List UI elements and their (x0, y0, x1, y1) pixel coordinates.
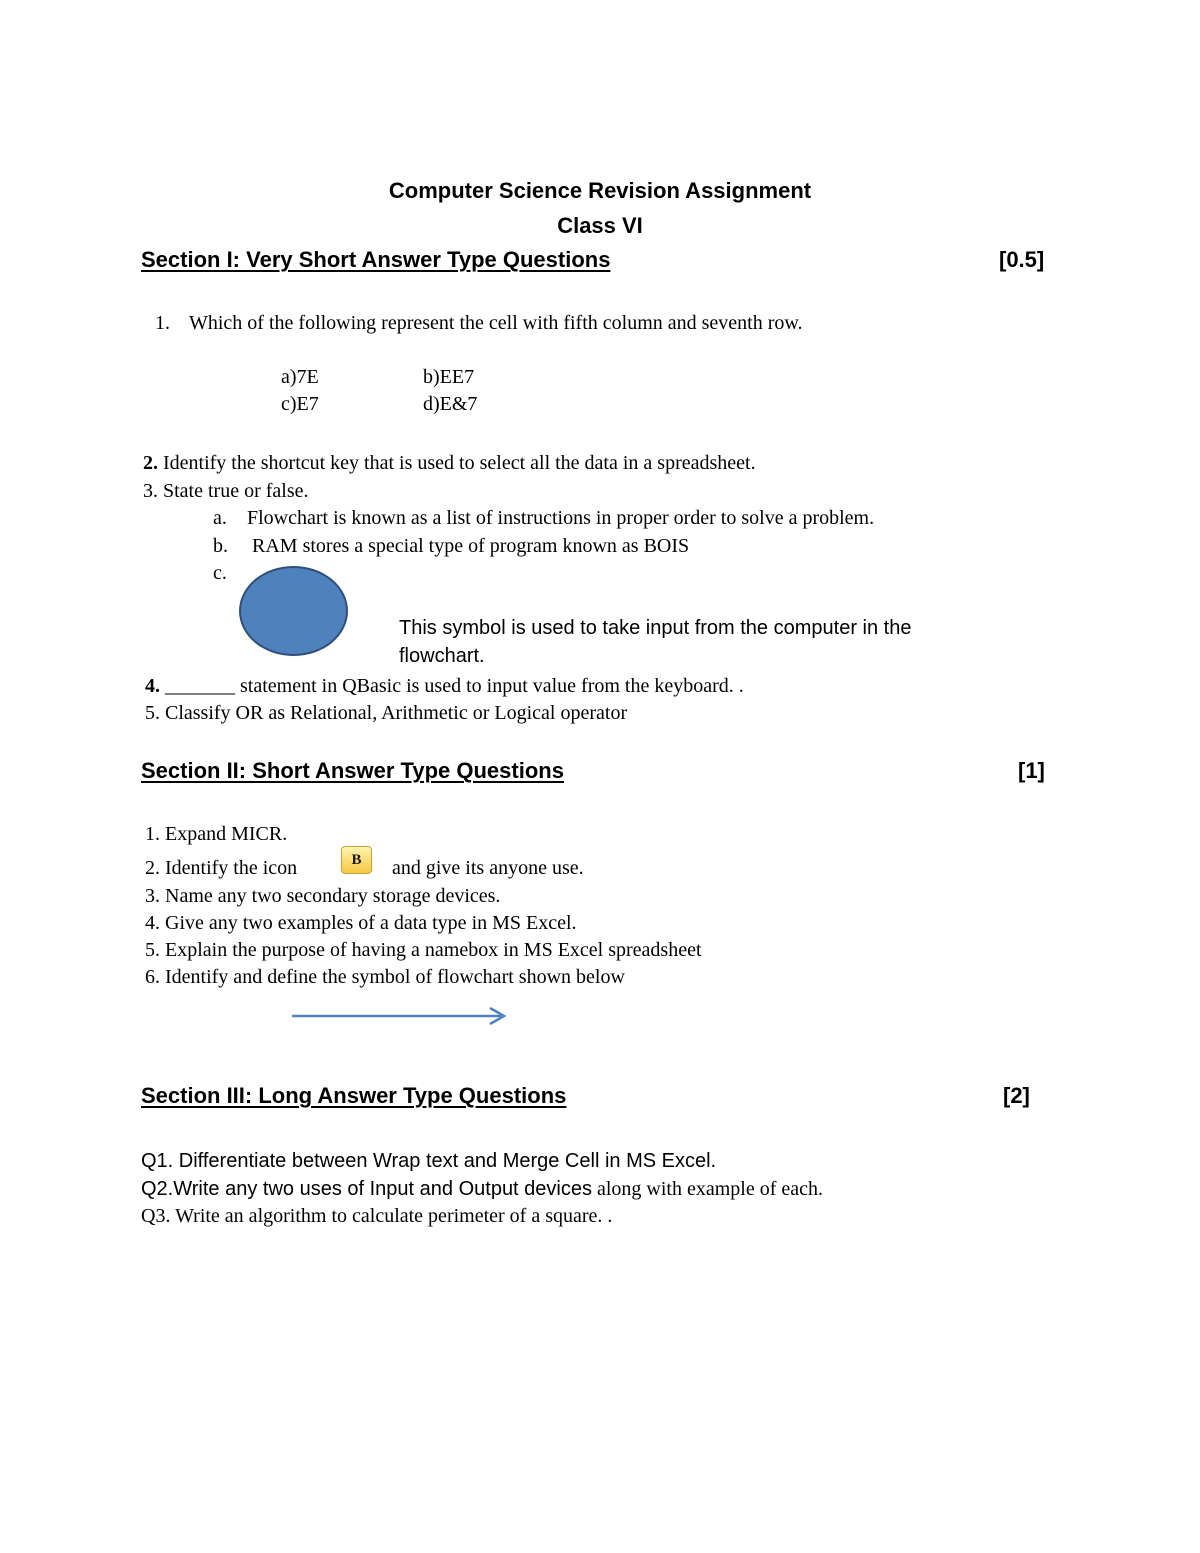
s1-q4 (145, 676, 744, 696)
s1-q2 (143, 453, 756, 473)
s1-q1-option-a: a)7E (281, 366, 319, 388)
section-3-marks: [2] (1003, 1083, 1030, 1108)
section-2-heading: Section II: Short Answer Type Questions (141, 758, 564, 783)
s1-q3-label: 3. State true or false. (143, 480, 309, 502)
s1-q3c-text-line1: This symbol is used to take input from the computer in the (399, 617, 912, 639)
s1-q3b-text: RAM stores a special type of program known as BOIS (252, 535, 690, 557)
s2-q5: 5. Explain the purpose of having a namebox in MS Excel spreadsheet (145, 939, 702, 961)
section-1-heading: Section I: Very Short Answer Type Questions (141, 247, 611, 272)
s2-q4: 4. Give any two examples of a data type in MS Excel. (145, 912, 577, 934)
class-label: Class VI (557, 213, 643, 238)
flowchart-oval-icon (239, 566, 348, 656)
s1-q1-option-d: d)E&7 (423, 393, 478, 415)
s1-q4-number: 4. (145, 675, 160, 697)
s1-q3a-label: a. (213, 507, 227, 529)
s3-q3: Q3. Write an algorithm to calculate perimeter of a square. . (141, 1205, 613, 1227)
section-2-marks: [1] (1018, 758, 1045, 783)
s1-q1-option-b: b)EE7 (423, 366, 475, 388)
s1-q3c-text-line2: flowchart. (399, 645, 485, 667)
s1-q3c-label: c. (213, 562, 227, 584)
s2-q3: 3. Name any two secondary storage devices. (145, 885, 501, 907)
s3-q2 (141, 1179, 823, 1199)
bold-icon: B (341, 846, 372, 874)
s1-q5: 5. Classify OR as Relational, Arithmetic or Logical operator (145, 702, 628, 724)
s3-q1: Q1. Differentiate between Wrap text and Merge Cell in MS Excel. (141, 1150, 717, 1172)
s1-q2-text: Identify the shortcut key that is used to select all the data in a spreadsheet. (158, 452, 756, 474)
s1-q4-text: _______ statement in QBasic is used to input value from the keyboard. . (160, 675, 744, 697)
s1-q2-number: 2. (143, 452, 158, 474)
section-1-marks: [0.5] (999, 247, 1045, 272)
s1-q1-option-c: c)E7 (281, 393, 319, 415)
s2-q6: 6. Identify and define the symbol of flowchart shown below (145, 966, 625, 988)
s1-q1-number: 1. (155, 312, 170, 334)
s1-q3b-label: b. (213, 535, 228, 557)
s2-q2-after: and give its anyone use. (392, 857, 584, 879)
s2-q1: 1. Expand MICR. (145, 823, 288, 845)
s1-q1-text: Which of the following represent the cell with fifth column and seventh row. (189, 312, 803, 334)
flowline-arrow-icon (290, 1005, 510, 1027)
page-title: Computer Science Revision Assignment (388, 178, 812, 203)
s2-q2-before: 2. Identify the icon (145, 857, 298, 879)
section-3-heading: Section III: Long Answer Type Questions (141, 1083, 567, 1108)
s3-q2-rest: along with example of each. (592, 1178, 824, 1200)
s1-q3a-text: Flowchart is known as a list of instructions in proper order to solve a problem. (247, 507, 875, 529)
s3-q2-bold: Q2.Write any two uses of Input and Output devices (141, 1178, 592, 1200)
